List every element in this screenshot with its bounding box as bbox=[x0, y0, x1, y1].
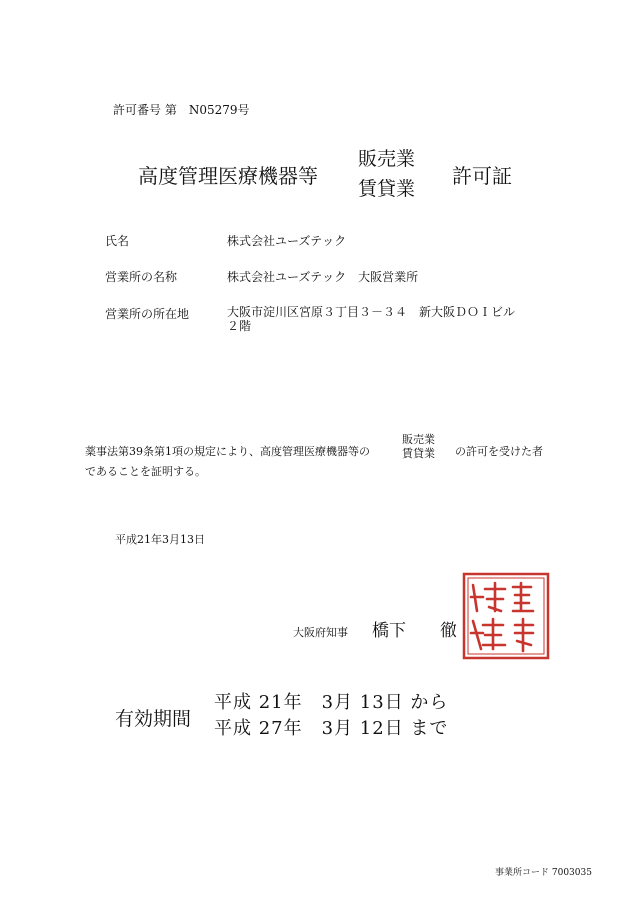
title-business-types bbox=[358, 144, 415, 204]
office-code: 事業所コード 7003035 bbox=[495, 868, 592, 878]
governor-title: 大阪府知事 bbox=[293, 626, 348, 639]
office-address-line-1: 大阪市淀川区宮原３丁目３－３４ 新大阪ＤＯＩビル bbox=[227, 305, 516, 319]
office-address-label: 営業所の所在地 bbox=[105, 307, 190, 321]
permit-number: 許可番号 第 N05279号 bbox=[113, 103, 250, 117]
document-title-suffix: 許可証 bbox=[452, 164, 512, 188]
title-business-type-rental: 賃貸業 bbox=[358, 178, 416, 200]
official-seal-stamp bbox=[461, 571, 551, 661]
office-address-line-2: ２階 bbox=[227, 319, 252, 333]
statement-line-1-end: の許可を受けた者 bbox=[455, 445, 543, 458]
validity-period-label: 有効期間 bbox=[115, 708, 192, 730]
statement-line-1: 薬事法第39条第1項の規定により、高度管理医療機器等の bbox=[85, 445, 370, 458]
office-name-value: 株式会社ユーズテック 大阪営業所 bbox=[227, 270, 419, 284]
statement-business-types bbox=[402, 433, 435, 461]
validity-end: 平成 27年 3月 12日 まで bbox=[214, 718, 449, 739]
name-label: 氏名 bbox=[105, 234, 130, 248]
name-value: 株式会社ユーズテック bbox=[227, 234, 347, 248]
seal-icon bbox=[461, 571, 551, 661]
statement-line-2: であることを証明する。 bbox=[85, 465, 206, 478]
office-address-value bbox=[227, 305, 515, 333]
document-title: 高度管理医療機器等 bbox=[138, 164, 318, 188]
office-name-label: 営業所の名称 bbox=[105, 270, 178, 284]
title-business-type-sales: 販売業 bbox=[358, 148, 416, 170]
statement-business-type-sales: 販売業 bbox=[402, 433, 435, 446]
statement-business-type-rental: 賃貸業 bbox=[402, 447, 435, 460]
validity-start: 平成 21年 3月 13日 から bbox=[214, 692, 449, 713]
issue-date: 平成21年3月13日 bbox=[115, 533, 205, 546]
validity-period bbox=[214, 690, 448, 742]
governor-name: 橋下 徹 bbox=[372, 621, 457, 641]
